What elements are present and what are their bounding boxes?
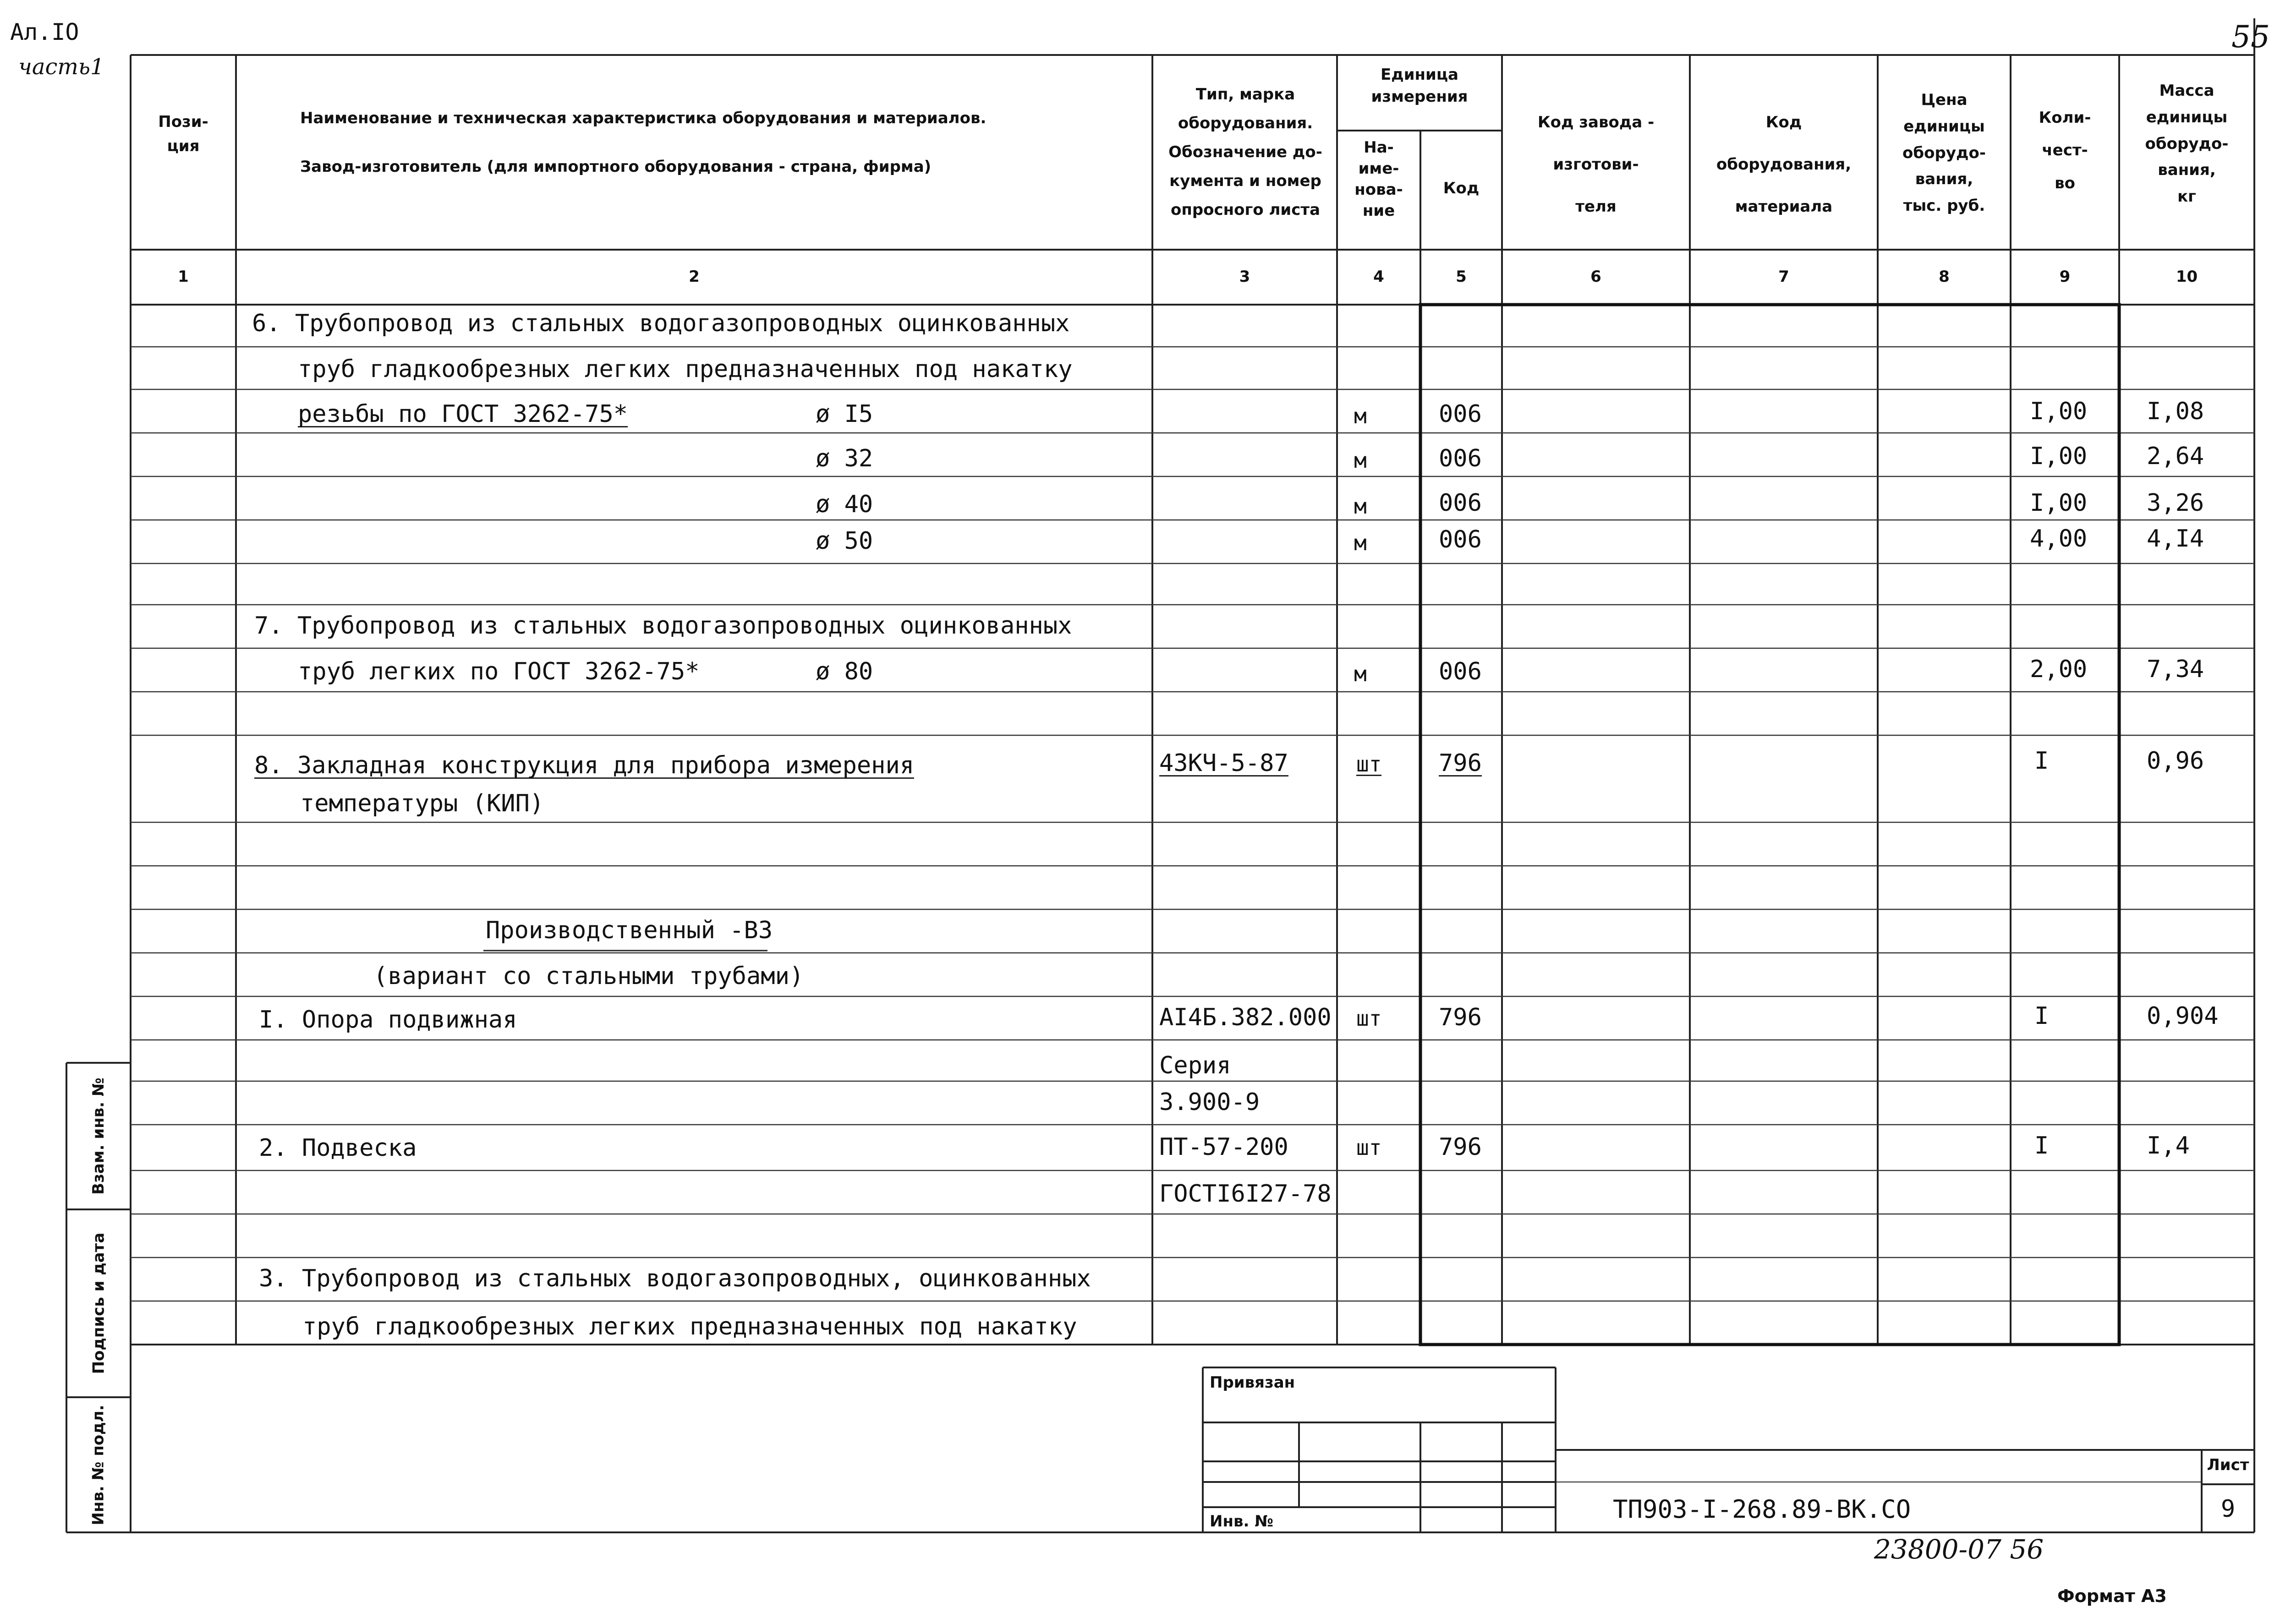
stamp-inv-number: Инв. №: [1210, 1512, 1274, 1531]
sheet-number: 9: [2220, 1495, 2236, 1523]
stamp-privyazan: Привязан: [1210, 1373, 1295, 1392]
item-6-d32-mass: 2,64: [2147, 443, 2204, 470]
header-position: Пози- ция: [158, 113, 208, 155]
item-6-d50-code: 006: [1439, 526, 1482, 553]
header-name-line1: Наименование и техническая характеристика оборудования и материалов.: [300, 109, 987, 127]
header-type-doc: Тип, марка оборудования. Обозначение до- кумента и номер опросного листа: [1168, 85, 1322, 219]
side-label-vzam: Взам. инв. №: [89, 1077, 108, 1195]
item-7-mass: 7,34: [2147, 656, 2204, 683]
item-6-name-line2: труб гладкообрезных легких предназначенных под накатку: [298, 355, 1073, 383]
album-label: Ал.IO: [10, 19, 79, 45]
b3-item-2-code: 796: [1439, 1133, 1482, 1161]
b3-item-1-series-number: 3.900-9: [1159, 1088, 1260, 1116]
b3-item-3-name-line2: труб гладкообрезных легких предназначенных под накатку: [302, 1313, 1077, 1340]
col-number-2: 2: [689, 268, 700, 286]
bottom-handwritten-number: 23800-07 56: [1874, 1534, 2044, 1565]
header-name-line2: Завод-изготовитель (для импортного оборудования - страна, фирма): [300, 158, 932, 176]
item-7-code: 006: [1439, 658, 1482, 685]
item-6-diameter-40: ø 40: [816, 491, 873, 518]
b3-item-3-name-line1: 3. Трубопровод из стальных водогазопроводных, оцинкованных: [259, 1265, 1091, 1292]
item-6-d32-unit: м: [1354, 448, 1367, 473]
item-6-d40-code: 006: [1439, 489, 1482, 517]
item-6-d40-mass: 3,26: [2147, 489, 2204, 517]
item-6-d15-code: 006: [1439, 400, 1482, 428]
sheet-label: Лист: [2207, 1456, 2249, 1474]
col-number-6: 6: [1590, 268, 1601, 286]
item-6-d32-code: 006: [1439, 445, 1482, 472]
item-6-d32-qty: I,00: [2030, 443, 2088, 470]
b3-item-2-doc: ПТ-57-200: [1159, 1133, 1288, 1161]
item-7-unit: м: [1354, 662, 1367, 686]
page-number-handwritten: 55: [2231, 19, 2270, 55]
item-6-name-line3: резьбы по ГОСТ 3262-75*: [298, 400, 628, 428]
col-number-8: 8: [1939, 268, 1950, 286]
item-7-qty: 2,00: [2030, 656, 2088, 683]
header-quantity: Коли- чест- во: [2039, 109, 2091, 192]
item-7-name-line2: труб легких по ГОСТ 3262-75*: [298, 658, 700, 685]
part-label: часть1: [18, 54, 104, 80]
item-8-qty: I: [2034, 747, 2049, 775]
item-6-d50-qty: 4,00: [2030, 525, 2088, 552]
b3-item-2-name: 2. Подвеска: [259, 1134, 417, 1162]
b3-item-1-code: 796: [1439, 1004, 1482, 1031]
item-6-d15-unit: м: [1354, 404, 1367, 428]
b3-item-1-series-label: Серия: [1159, 1052, 1231, 1079]
b3-item-1-name: I. Опора подвижная: [259, 1006, 517, 1033]
section-heading: Производственный -В3: [486, 917, 773, 944]
b3-item-2-standard: ГОСТI6I27-78: [1159, 1180, 1332, 1208]
b3-item-2-mass: I,4: [2147, 1132, 2190, 1159]
item-8-mass: 0,96: [2147, 747, 2204, 775]
header-unit: Единица измерения: [1371, 66, 1468, 106]
item-8-code: 796: [1439, 749, 1482, 777]
b3-item-1-doc: АI4Б.382.000: [1159, 1004, 1332, 1031]
item-6-d15-qty: I,00: [2030, 398, 2088, 425]
b3-item-2-unit: шт: [1356, 1135, 1382, 1160]
section-subheading: (вариант со стальными трубами): [373, 962, 804, 990]
b3-item-1-mass: 0,904: [2147, 1002, 2219, 1030]
item-6-d40-unit: м: [1354, 494, 1367, 519]
b3-item-1-unit: шт: [1356, 1006, 1382, 1031]
item-8-name-line1: 8. Закладная конструкция для прибора измерения: [254, 752, 915, 779]
item-8-doc: 43КЧ-5-87: [1159, 749, 1288, 777]
col-number-5: 5: [1456, 268, 1467, 286]
header-mass: Масса единицы оборудо- вания, кг: [2145, 82, 2229, 206]
format-label: Формат А3: [2057, 1586, 2167, 1606]
col-number-9: 9: [2059, 268, 2071, 286]
header-plant-code: Код завода - изготови- теля: [1537, 113, 1655, 216]
item-8-name-line2: температуры (КИП): [300, 790, 544, 817]
item-6-d50-unit: м: [1354, 530, 1367, 555]
item-8-unit: шт: [1356, 752, 1382, 776]
header-unit-name: На- име- нова- ние: [1354, 138, 1403, 220]
item-6-name-line1: 6. Трубопровод из стальных водогазопроводных оцинкованных: [252, 310, 1070, 337]
item-6-diameter-50: ø 50: [816, 527, 873, 555]
item-6-d50-mass: 4,I4: [2147, 525, 2204, 552]
col-number-1: 1: [178, 268, 189, 286]
side-label-podpis: Подпись и дата: [89, 1232, 108, 1374]
item-6-d15-mass: I,08: [2147, 398, 2204, 425]
b3-item-2-qty: I: [2034, 1132, 2049, 1159]
col-number-10: 10: [2176, 268, 2198, 286]
item-6-diameter-15: ø I5: [816, 400, 873, 428]
header-equipment-code: Код оборудования, материала: [1716, 113, 1852, 216]
item-7-diameter-80: ø 80: [816, 658, 873, 685]
item-7-name-line1: 7. Трубопровод из стальных водогазопроводных оцинкованных: [254, 612, 1072, 640]
side-label-inv-podl: Инв. № подл.: [89, 1404, 108, 1526]
document-code: ТП903-I-268.89-ВК.СО: [1613, 1495, 1911, 1524]
col-number-3: 3: [1239, 268, 1250, 286]
item-6-d40-qty: I,00: [2030, 489, 2088, 517]
col-number-7: 7: [1778, 268, 1789, 286]
b3-item-1-qty: I: [2034, 1002, 2049, 1030]
header-price: Цена единицы оборудо- вания, тыс. руб.: [1902, 91, 1986, 215]
item-6-diameter-32: ø 32: [816, 445, 873, 472]
col-number-4: 4: [1373, 268, 1384, 286]
header-unit-code: Код: [1443, 179, 1480, 197]
